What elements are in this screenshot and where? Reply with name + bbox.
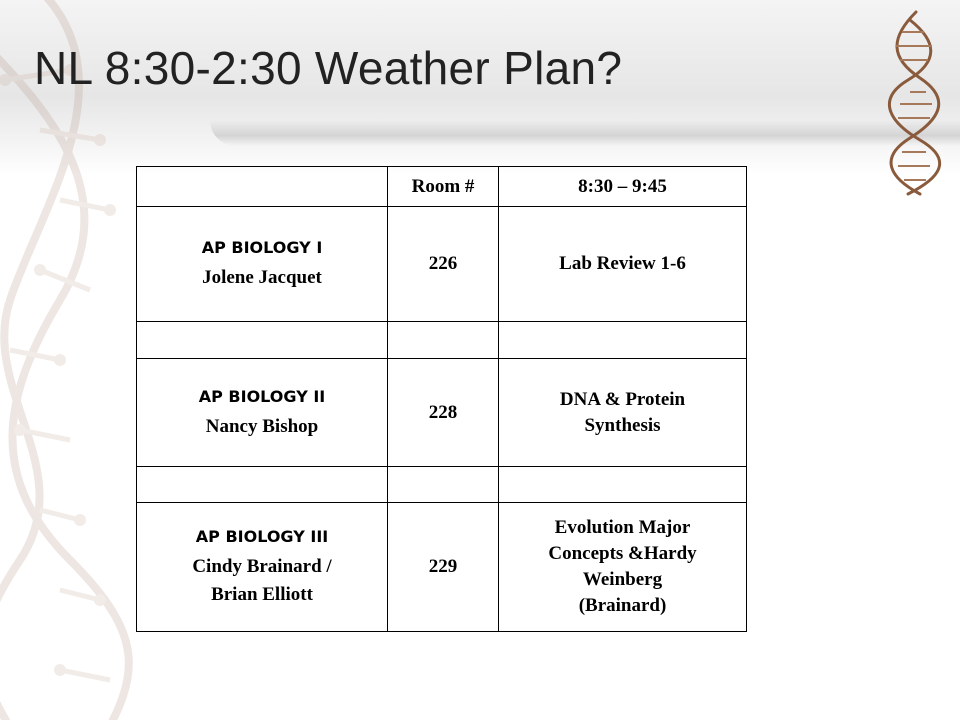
empty-cell: [137, 322, 388, 359]
course-cell: [137, 207, 388, 322]
course-cell: [137, 503, 388, 632]
empty-cell: [499, 322, 747, 359]
activity-cell: [499, 359, 747, 467]
activity-line: Evolution Major: [554, 517, 691, 538]
table-row: [137, 207, 747, 322]
schedule-table: [136, 166, 747, 632]
corner-dna-helix-icon: [880, 8, 950, 198]
teacher-name-line: Cindy Brainard /: [192, 556, 332, 577]
activity-line: Weinberg: [582, 569, 663, 590]
course-name: AP BIOLOGY III: [195, 527, 329, 546]
course-name: AP BIOLOGY II: [198, 386, 326, 406]
room-cell: 229: [388, 503, 499, 632]
table-row: [137, 359, 747, 467]
table-spacer-row: [137, 322, 747, 359]
background-dna-helix-icon: [0, 0, 150, 720]
activity-line: Synthesis: [584, 414, 661, 436]
empty-cell: [499, 467, 747, 503]
table-header-row: [137, 167, 747, 207]
empty-cell: [388, 322, 499, 359]
teacher-name-line: Brian Elliott: [211, 584, 313, 605]
header-cell-time: 8:30 – 9:45: [499, 167, 747, 207]
teacher-name: Jolene Jacquet: [202, 267, 322, 288]
header-cell-course: [137, 167, 388, 207]
table-spacer-row: [137, 467, 747, 503]
activity-line: DNA & Protein: [559, 388, 686, 410]
course-name: AP BIOLOGY I: [201, 238, 323, 257]
activity-line: Concepts &Hardy: [548, 543, 697, 564]
teacher-name: Nancy Bishop: [205, 415, 319, 437]
slide-title: NL 8:30-2:30 Weather Plan?: [34, 42, 623, 94]
course-cell: [137, 359, 388, 467]
header-cell-room: Room #: [388, 167, 499, 207]
header-band-shadow: [210, 120, 960, 146]
room-cell: 226: [388, 207, 499, 322]
empty-cell: [388, 467, 499, 503]
room-cell: 228: [388, 359, 499, 467]
activity-cell: [499, 503, 747, 632]
activity-line: (Brainard): [578, 595, 667, 616]
table-row: [137, 503, 747, 632]
activity-cell: Lab Review 1-6: [499, 207, 747, 322]
empty-cell: [137, 467, 388, 503]
